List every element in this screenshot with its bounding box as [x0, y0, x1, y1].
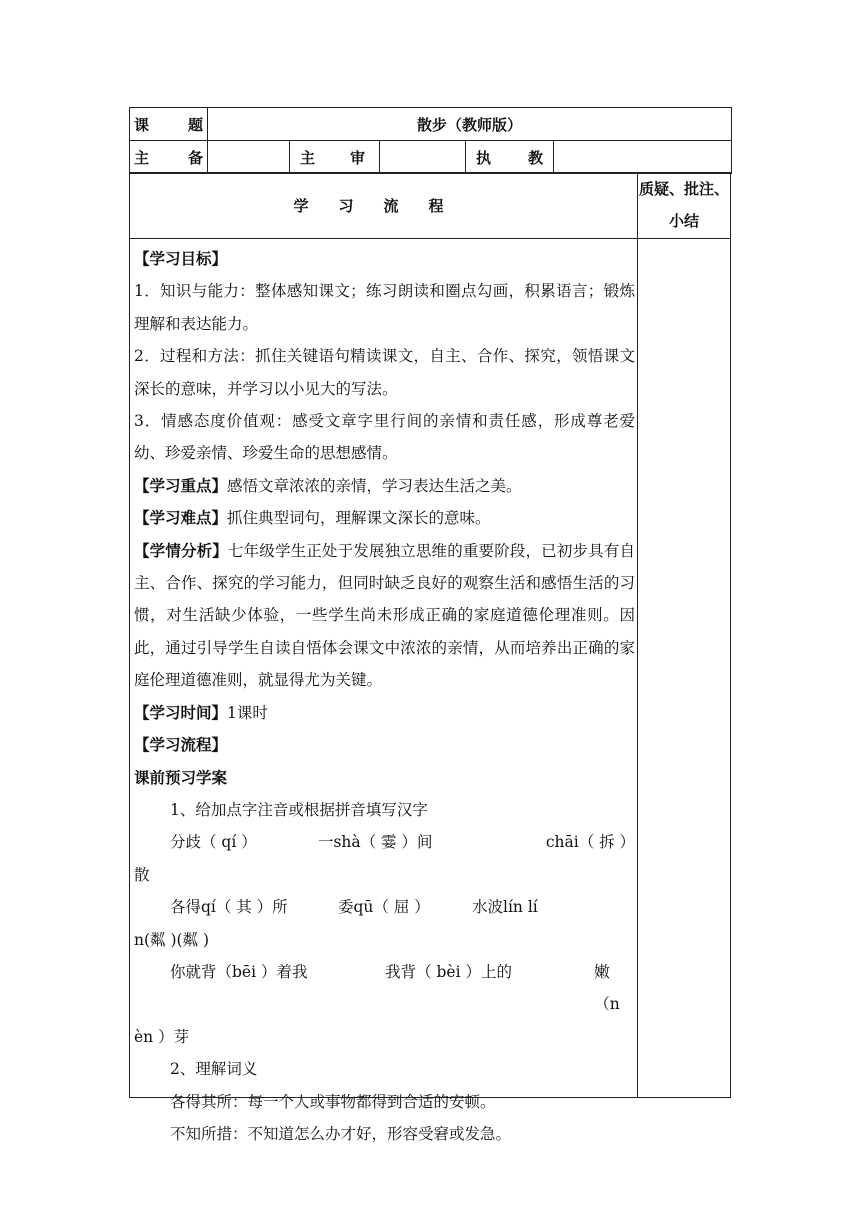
exercise-1-row-2-tail: n(粼 )(粼 )	[134, 930, 210, 949]
exercise-1-row-1-tail: 散	[134, 865, 150, 884]
prep-label: 主 备	[130, 141, 208, 174]
lesson-title: 散步（教师版）	[208, 108, 732, 141]
prep-value[interactable]	[208, 141, 290, 174]
goal-2: 2．过程和方法：抓住关键语句精读课文，自主、合作、探究，领悟课文深长的意味，并学习以小见大的写法。	[134, 347, 635, 398]
exercise-2-title: 2、理解词义	[170, 1060, 258, 1079]
goal-3: 3．情感态度价值观：感受文章字里行间的亲情和责任感，形成尊老爱幼、珍爱亲情、珍爱生命的思想感情。	[134, 412, 635, 463]
notes-column[interactable]	[638, 239, 731, 1098]
review-label: 主 审	[290, 141, 380, 174]
flow-heading: 学习流程	[129, 172, 638, 239]
exercise-1-row-2: 各得qí（ 其 ）所 委qū（ 屈 ） 水波lín lí	[170, 898, 538, 917]
difficulties: 【学习难点】抓住典型词句，理解课文深长的意味。	[134, 508, 491, 528]
preview-heading: 课前预习学案	[134, 767, 228, 787]
analysis: 【学情分析】七年级学生正处于发展独立思维的重要阶段，已初步具有自主、合作、探究的学习能力，但同时缺乏良好的观察生活和感悟生活的习惯，对生活缺少体验，一些学生尚未形成正确的家庭道德伦理准则。因此，通过引导学生自读自悟体会课文中浓浓的亲情，从而培养出正确的家庭伦理道德准则，就显得尤为关键。	[134, 540, 635, 690]
header-table	[129, 107, 732, 174]
exercise-1-row-3: 你就背（bēi ）着我 我背（ bèi ）上的 嫩（n	[170, 962, 620, 1014]
definition-1: 各得其所：每一个人或事物都得到合适的安顿。	[170, 1092, 496, 1111]
definition-2: 不知所措：不知道怎么办才好，形容受窘或发急。	[170, 1124, 512, 1143]
lesson-content	[129, 239, 638, 1143]
exercise-1-row-3-tail: èn ）芽	[134, 1027, 190, 1046]
teach-label: 执 教	[466, 141, 554, 174]
review-value[interactable]	[380, 141, 466, 174]
teach-value[interactable]	[554, 141, 732, 174]
topic-label: 课 题	[130, 108, 208, 141]
key-points: 【学习重点】感悟文章浓浓的亲情，学习表达生活之美。	[134, 475, 522, 495]
flow-label: 【学习流程】	[134, 735, 228, 755]
study-time: 【学习时间】1课时	[134, 702, 268, 722]
goals-heading: 【学习目标】	[134, 249, 228, 268]
notes-heading: 质疑、批注、小结	[638, 172, 731, 239]
goal-1: 1．知识与能力：整体感知课文；练习朗读和圈点勾画，积累语言；锻炼理解和表达能力。	[134, 282, 635, 333]
exercise-1-row-1: 分歧（ qí ） 一shà（ 霎 ）间 chāi（ 拆 ）	[170, 833, 636, 852]
exercise-1-title: 1、给加点字注音或根据拼音填写汉字	[170, 800, 428, 819]
